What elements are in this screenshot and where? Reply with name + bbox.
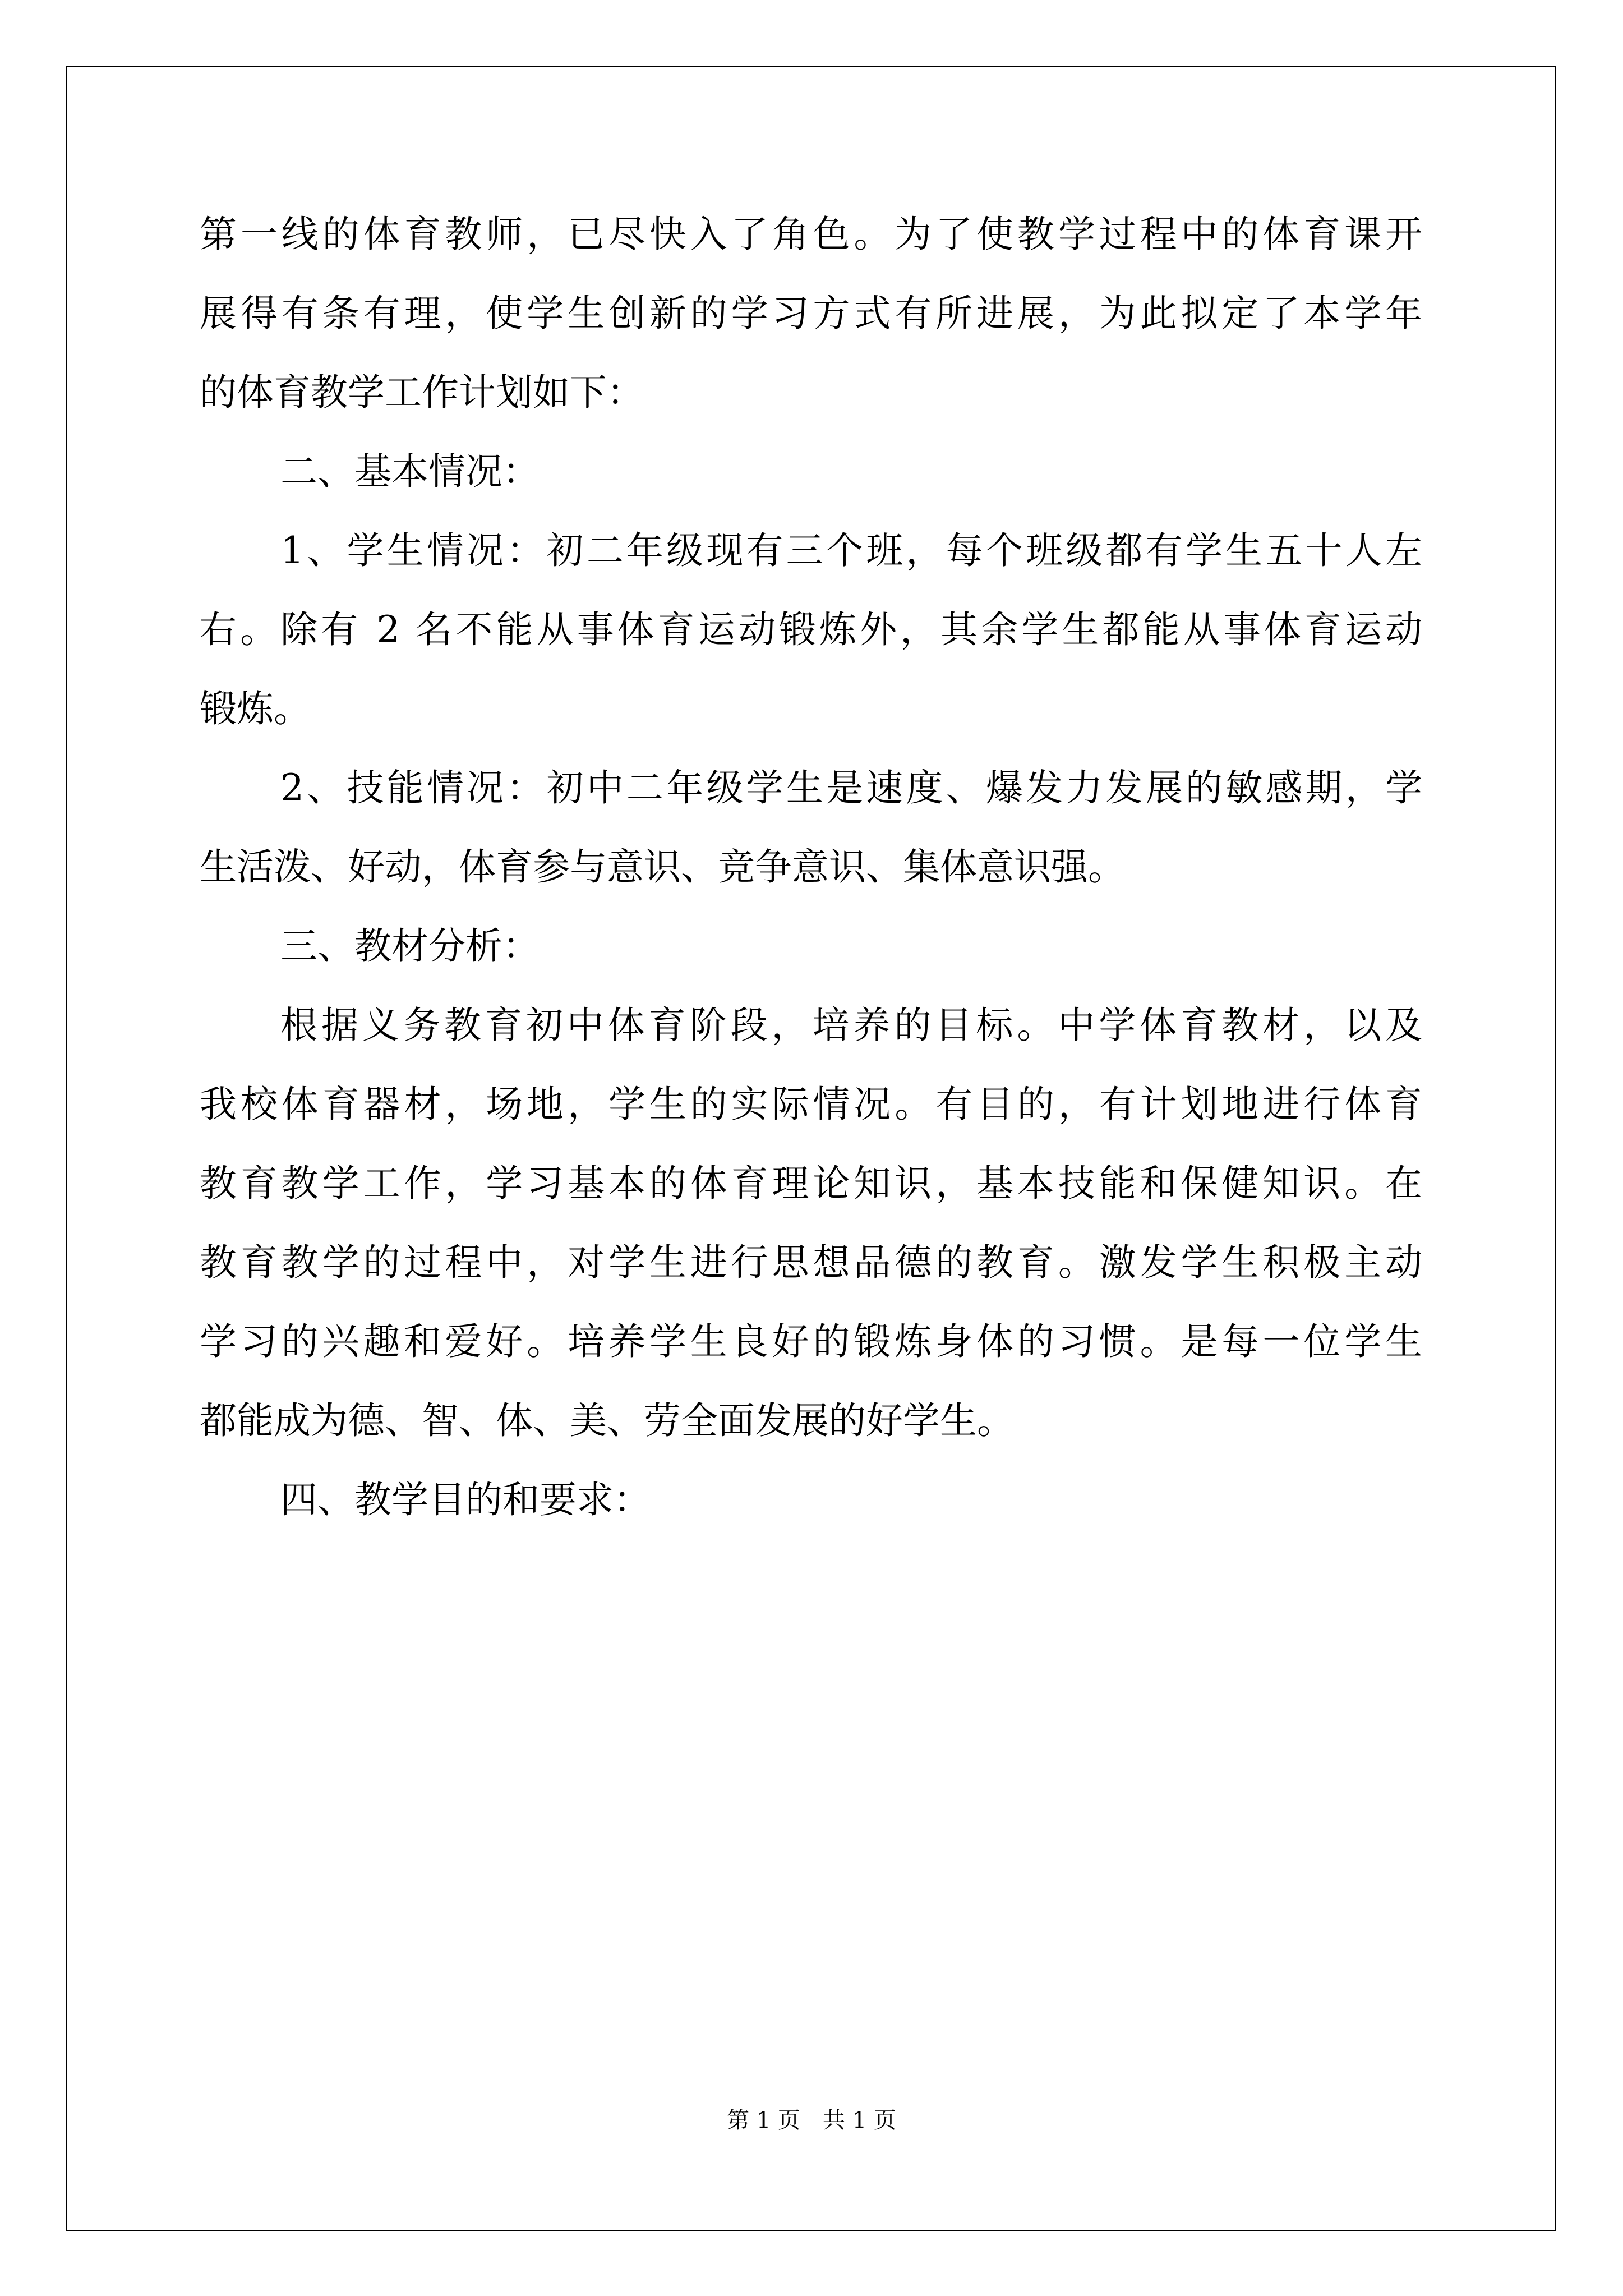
page-number-footer: 第 1 页 共 1 页 [727,2108,896,2133]
body-text-line: 第一线的体育教师，已尽快入了角色。为了使教学过程中的体育课开 [200,213,1422,256]
section-heading: 二、基本情况： [280,450,540,493]
section-heading: 四、教学目的和要求： [280,1478,651,1521]
body-text-line: 学习的兴趣和爱好。培养学生良好的锻炼身体的习惯。是每一位学生 [200,1320,1422,1363]
body-text-line: 展得有条有理，使学生创新的学习方式有所进展，为此拟定了本学年 [200,292,1422,335]
body-text-line: 右。除有 2 名不能从事体育运动锻炼外，其余学生都能从事体育运动 [200,608,1422,651]
body-text-line: 2、技能情况：初中二年级学生是速度、爆发力发展的敏感期，学 [280,766,1422,809]
section-heading: 三、教材分析： [280,924,540,968]
body-text-line: 教育教学工作，学习基本的体育理论知识，基本技能和保健知识。在 [200,1162,1422,1205]
body-text-line: 锻炼。 [200,687,311,730]
body-text-line: 都能成为德、智、体、美、劳全面发展的好学生。 [200,1399,1014,1442]
body-text-line: 我校体育器材，场地，学生的实际情况。有目的，有计划地进行体育 [200,1083,1422,1126]
body-text-line: 根据义务教育初中体育阶段，培养的目标。中学体育教材，以及 [280,1004,1422,1047]
body-text-line: 生活泼、好动，体育参与意识、竞争意识、集体意识强。 [200,845,1125,889]
body-text-line: 的体育教学工作计划如下： [200,371,644,414]
body-text-line: 1、学生情况：初二年级现有三个班，每个班级都有学生五十人左 [280,529,1422,572]
body-text-line: 教育教学的过程中，对学生进行思想品德的教育。激发学生积极主动 [200,1241,1422,1284]
